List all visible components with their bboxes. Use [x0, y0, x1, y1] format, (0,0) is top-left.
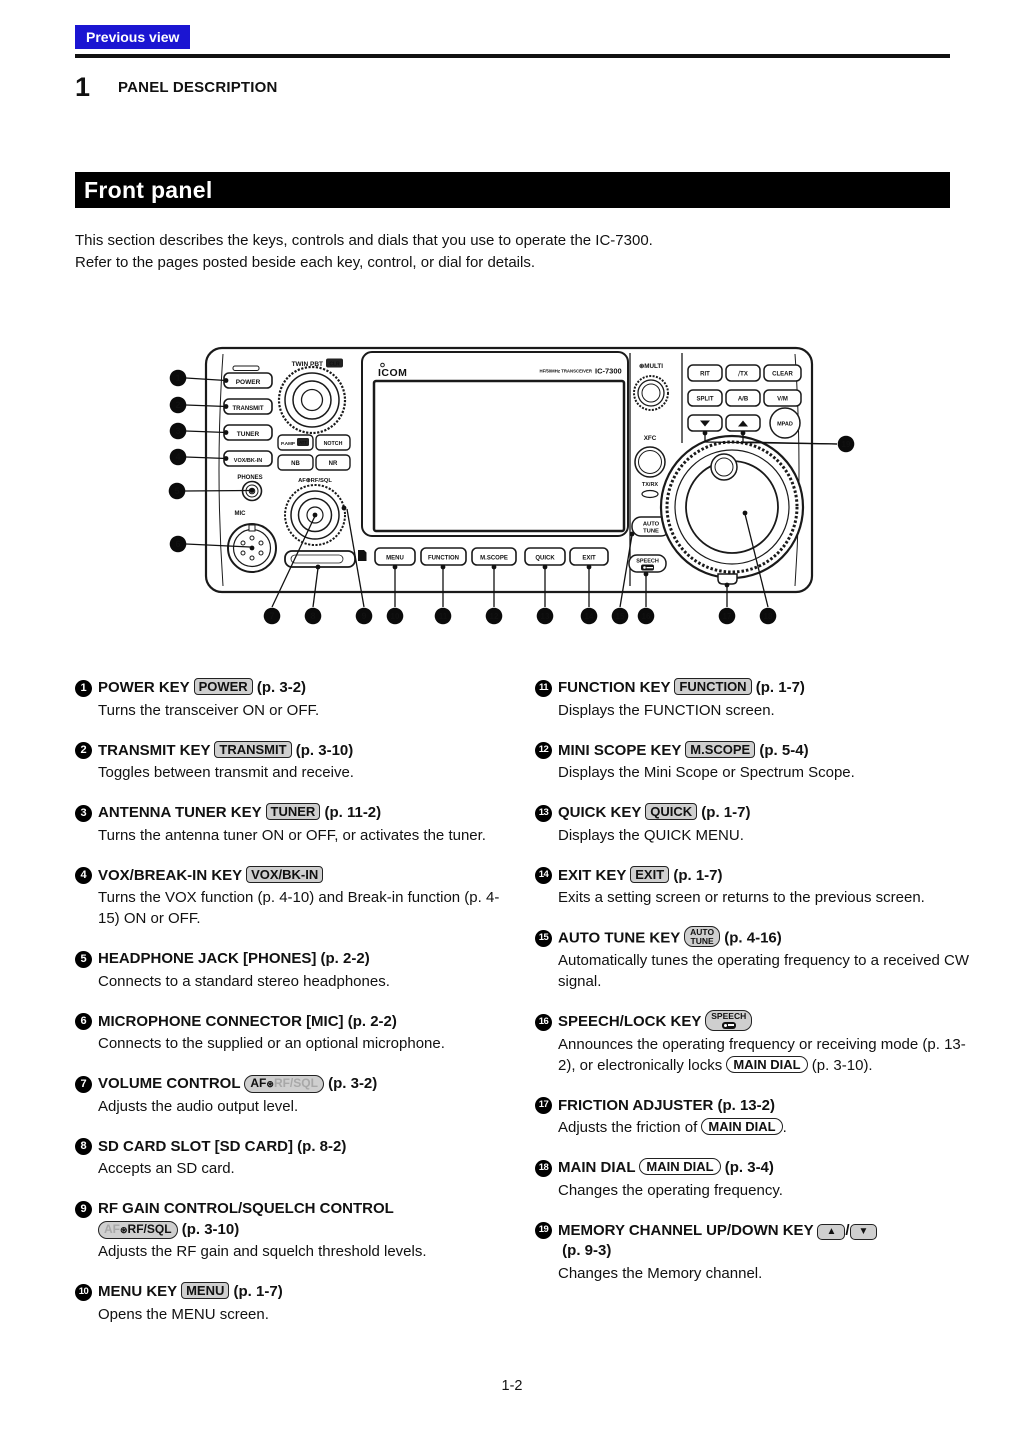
- item-9: [75, 1199, 518, 1262]
- item-description: Connects to a standard stereo headphones.: [98, 972, 390, 990]
- item-number: 10: [75, 1284, 92, 1301]
- callout-17: [719, 608, 736, 625]
- xfc-label: XFC: [643, 435, 657, 442]
- item-4: [75, 866, 518, 930]
- keycap-menu: MENU: [181, 1282, 229, 1299]
- callout-10: [387, 608, 404, 625]
- ab-key: A/B: [737, 396, 749, 403]
- item-19: [535, 1221, 978, 1284]
- item-8: [75, 1137, 518, 1180]
- item-description: Turns the antenna tuner ON or OFF, or activates the tuner.: [98, 826, 486, 844]
- svg-text:3: 3: [175, 426, 181, 436]
- item-title: 5 HEADPHONE JACK [PHONES] (p. 2-2): [75, 949, 518, 970]
- intro-line-2: Refer to the pages posted beside each key, control, or dial for details.: [75, 253, 535, 271]
- att-label: ATT: [299, 440, 307, 445]
- callout-4: [170, 449, 187, 466]
- page-number: 1-2: [501, 1378, 523, 1394]
- pamp-key: P.AMP: [281, 441, 295, 446]
- keycap-exit: EXIT: [630, 866, 669, 883]
- callout-5: [169, 483, 186, 500]
- txrx-label: TX/RX: [641, 482, 659, 488]
- split-key: SPLIT: [696, 396, 714, 403]
- item-number: 17: [535, 1097, 552, 1114]
- txrx-indicator: [642, 491, 658, 498]
- keycap-up-down: ▲ / ▼: [817, 1222, 877, 1239]
- function-key: FUNCTION: [428, 555, 459, 562]
- callout-dot-12: [492, 565, 497, 570]
- item-1: [75, 678, 518, 721]
- item-description: Toggles between transmit and receive.: [98, 764, 354, 781]
- quick-key: QUICK: [535, 555, 555, 562]
- callout-1: [170, 370, 187, 387]
- callout-19: [838, 436, 855, 453]
- item-number: 8: [75, 1138, 92, 1155]
- item-description: Adjusts the friction of MAIN DIAL .: [558, 1119, 787, 1137]
- menu-key: MENU: [386, 555, 404, 562]
- item-2: [75, 741, 518, 784]
- model-label: IC-7300: [595, 366, 622, 376]
- item-description: Adjusts the RF gain and squelch threshold levels.: [98, 1243, 427, 1260]
- item-title: 18 MAIN DIAL MAIN DIAL (p. 3-4): [535, 1158, 978, 1179]
- nb-key: NB: [291, 461, 300, 467]
- callout-dot-19b: [741, 431, 746, 436]
- svg-text:14: 14: [584, 612, 594, 621]
- keycap-tuner: TUNER: [266, 803, 321, 820]
- item-6: [75, 1012, 518, 1055]
- item-number: 18: [535, 1160, 552, 1177]
- chapter-header: [75, 72, 950, 103]
- mscope-key: M.SCOPE: [480, 555, 508, 562]
- svg-text:18: 18: [763, 612, 773, 621]
- left-column: [75, 678, 518, 1345]
- item-3: [75, 803, 518, 846]
- item-description: Automatically tunes the operating frequency to a received CW signal.: [558, 952, 970, 990]
- item-17: [535, 1096, 978, 1139]
- previous-view-button[interactable]: Previous view: [75, 25, 190, 49]
- clr-label: CLR: [329, 361, 340, 368]
- auto-label: AUTO: [642, 521, 660, 528]
- item-title: 8 SD CARD SLOT [SD CARD] (p. 8-2): [75, 1137, 518, 1158]
- callout-2: [170, 397, 187, 414]
- svg-text:11: 11: [438, 612, 448, 621]
- front-panel-diagram: [140, 345, 880, 645]
- rit-key: RIT: [700, 371, 710, 378]
- callout-6: [170, 536, 187, 553]
- mic-label: MIC: [234, 511, 246, 517]
- callout-18: [760, 608, 777, 625]
- item-title: 7 VOLUME CONTROL AF⊛RF/SQL (p. 3-2): [75, 1074, 518, 1095]
- callout-dot-4: [224, 456, 229, 461]
- item-description: Announces the operating frequency or receiving mode (p. 13-2), or electronically locks MAIN DIAL (p. 3-10).: [558, 1035, 966, 1074]
- intro-text: [75, 230, 950, 273]
- lock-key-icon: [647, 567, 654, 568]
- item-title: 13 QUICK KEY QUICK (p. 1-7): [535, 803, 978, 824]
- svg-text:13: 13: [540, 612, 550, 621]
- exit-key: EXIT: [582, 555, 596, 562]
- item-11: [535, 678, 978, 721]
- item-number: 14: [535, 867, 552, 884]
- af-rf-sql-label: AF⊛RF/SQL: [298, 478, 332, 484]
- item-number: 7: [75, 1076, 92, 1093]
- item-description: Displays the QUICK MENU.: [558, 826, 744, 844]
- clear-key: CLEAR: [772, 371, 793, 378]
- svg-text:4: 4: [175, 452, 181, 462]
- notch-key: NOTCH: [323, 441, 343, 447]
- item-title: 2 TRANSMIT KEY TRANSMIT (p. 3-10): [75, 741, 518, 762]
- chapter-number: 1: [75, 72, 91, 102]
- item-number: 6: [75, 1013, 92, 1030]
- svg-text:15: 15: [615, 612, 625, 621]
- svg-text:1: 1: [175, 373, 181, 383]
- svg-text:5: 5: [174, 486, 180, 496]
- item-description: Changes the Memory channel.: [558, 1264, 763, 1282]
- callout-dot-13: [543, 565, 548, 570]
- item-description: Turns the VOX function (p. 4-10) and Break-in function (p. 4-15) ON or OFF.: [98, 889, 500, 927]
- lock-key-icon: [722, 1022, 736, 1029]
- friction-adjuster: [718, 574, 737, 584]
- item-description: Displays the Mini Scope or Spectrum Scope.: [558, 764, 855, 781]
- divider: [75, 54, 950, 58]
- sd-card-slot: [285, 551, 355, 567]
- power-key: POWER: [235, 379, 261, 386]
- callout-15: [612, 608, 629, 625]
- item-description: Displays the FUNCTION screen.: [558, 701, 775, 719]
- item-title: 14 EXIT KEY EXIT (p. 1-7): [535, 866, 978, 887]
- item-number: 4: [75, 867, 92, 884]
- keycap-main-dial: MAIN DIAL: [701, 1118, 782, 1135]
- keycap-down: ▼: [850, 1224, 878, 1240]
- keycap-speech-lock: SPEECH: [705, 1010, 752, 1031]
- item-title: 17 FRICTION ADJUSTER (p. 13-2): [535, 1096, 978, 1117]
- callout-dot-17: [725, 583, 730, 588]
- item-title: 10 MENU KEY MENU (p. 1-7): [75, 1282, 518, 1303]
- item-description: Opens the MENU screen.: [98, 1305, 269, 1323]
- keycap-main-dial: MAIN DIAL: [726, 1056, 807, 1073]
- callout-11: [435, 608, 452, 625]
- nr-key: NR: [328, 461, 338, 467]
- item-16: [535, 1012, 978, 1076]
- svg-text:10: 10: [390, 612, 400, 621]
- callout-3: [170, 423, 187, 440]
- callout-dot-10: [393, 565, 398, 570]
- keycap-up: ▲: [817, 1224, 845, 1240]
- item-title: 6 MICROPHONE CONNECTOR [MIC] (p. 2-2): [75, 1012, 518, 1033]
- twin-pbt-label: TWIN PBT: [291, 361, 323, 368]
- callout-12: [486, 608, 503, 625]
- item-title: 19 MEMORY CHANNEL UP/DOWN KEY ▲ / ▼ (p. 9-3): [535, 1221, 978, 1262]
- callout-8: [305, 608, 322, 625]
- item-title: 3 ANTENNA TUNER KEY TUNER (p. 11-2): [75, 803, 518, 824]
- keycap-m-scope: M.SCOPE: [685, 741, 755, 758]
- item-title: 15 AUTO TUNE KEY AUTO TUNE (p. 4-16): [535, 928, 978, 949]
- item-title: 12 MINI SCOPE KEY M.SCOPE (p. 5-4): [535, 741, 978, 762]
- item-title: 9 RF GAIN CONTROL/SQUELCH CONTROL AF⊛RF/SQL (p. 3-10): [75, 1199, 518, 1240]
- keycap-power: POWER: [194, 678, 253, 695]
- keycap-auto-tune: AUTO TUNE: [684, 926, 720, 947]
- keycap-function: FUNCTION: [674, 678, 751, 695]
- keycap-main-dial: MAIN DIAL: [639, 1158, 720, 1175]
- keycap-af-rf-sql: AF⊛RF/SQL: [244, 1075, 324, 1093]
- svg-text:2: 2: [175, 400, 181, 410]
- intro-line-1: This section describes the keys, controls and dials that you use to operate the IC-7300.: [75, 232, 653, 249]
- item-number: 9: [75, 1201, 92, 1218]
- item-number: 1: [75, 680, 92, 697]
- callout-dot-14: [587, 565, 592, 570]
- svg-text:12: 12: [489, 612, 499, 621]
- svg-text:6: 6: [175, 539, 181, 549]
- item-number: 2: [75, 742, 92, 759]
- sd-card-icon: [358, 550, 367, 561]
- callout-7: [264, 608, 281, 625]
- item-7: [75, 1074, 518, 1117]
- item-description: Turns the transceiver ON or OFF.: [98, 701, 320, 719]
- item-title: 1 POWER KEY POWER (p. 3-2): [75, 678, 518, 699]
- item-number: 12: [535, 742, 552, 759]
- callout-dot-3: [224, 430, 229, 435]
- item-description: Changes the operating frequency.: [558, 1181, 783, 1199]
- callout-dot-1: [224, 378, 229, 383]
- callout-dot-8: [316, 565, 321, 570]
- item-title: 4 VOX/BREAK-IN KEY VOX/BK-IN: [75, 866, 518, 887]
- item-14: [535, 866, 978, 909]
- keycap-af-rf-sql: AF⊛RF/SQL: [98, 1221, 178, 1239]
- speech-label: SPEECH: [636, 558, 659, 565]
- item-15: [535, 928, 978, 992]
- item-13: [535, 803, 978, 846]
- callout-dot-11: [441, 565, 446, 570]
- svg-text:9: 9: [361, 611, 367, 621]
- callout-16: [638, 608, 655, 625]
- item-12: [535, 741, 978, 784]
- mpad-key: MPAD: [777, 421, 793, 428]
- delta-tx-key: ⧸TX: [738, 371, 748, 378]
- item-5: [75, 949, 518, 992]
- callout-dot-5: [250, 488, 255, 493]
- vm-key: V/M: [777, 396, 788, 403]
- main-dial: [661, 436, 803, 578]
- item-number: 16: [535, 1014, 552, 1031]
- callout-dot-6: [250, 546, 255, 551]
- transceiver-label: HF/50MHz TRANSCEIVER: [539, 368, 592, 374]
- transmit-key: TRANSMIT: [232, 406, 264, 412]
- callout-dot-19a: [703, 431, 708, 436]
- item-description: Adjusts the audio output level.: [98, 1097, 299, 1115]
- callout-dot-2: [224, 404, 229, 409]
- item-number: 3: [75, 805, 92, 822]
- chapter-title: PANEL DESCRIPTION: [118, 79, 278, 96]
- callout-9: [356, 608, 373, 625]
- tune-label: TUNE: [643, 528, 659, 535]
- item-description: Connects to the supplied or an optional microphone.: [98, 1035, 445, 1052]
- callout-13: [537, 608, 554, 625]
- lock-key-icon: [643, 566, 646, 569]
- item-10: [75, 1282, 518, 1325]
- svg-text:7: 7: [269, 611, 275, 621]
- item-number: 13: [535, 805, 552, 822]
- icom-logo: ICOM: [378, 367, 408, 379]
- display-bezel: [362, 352, 628, 536]
- item-number: 11: [535, 680, 552, 697]
- item-18: [535, 1158, 978, 1201]
- multi-label: ⊛MULTI: [638, 363, 664, 370]
- item-title: 16 SPEECH/LOCK KEY SPEECH: [535, 1012, 978, 1033]
- item-number: 5: [75, 951, 92, 968]
- item-number: 19: [535, 1222, 552, 1239]
- section-title: Front panel: [75, 172, 950, 208]
- item-number: 15: [535, 930, 552, 947]
- item-description: Exits a setting screen or returns to the previous screen.: [558, 889, 925, 906]
- item-title: 11 FUNCTION KEY FUNCTION (p. 1-7): [535, 678, 978, 699]
- svg-text:16: 16: [641, 612, 651, 621]
- keycap-transmit: TRANSMIT: [214, 741, 291, 758]
- svg-text:17: 17: [722, 612, 732, 621]
- vox-bkin-key: VOX/BK-IN: [233, 458, 263, 464]
- right-column: [535, 678, 978, 1304]
- callout-dot-9: [342, 506, 347, 511]
- svg-text:8: 8: [310, 611, 316, 621]
- callout-14: [581, 608, 598, 625]
- item-description: Accepts an SD card.: [98, 1160, 235, 1177]
- keycap-quick: QUICK: [645, 803, 697, 820]
- phones-label: PHONES: [237, 475, 263, 481]
- svg-text:19: 19: [841, 440, 851, 449]
- keycap-vox-bk-in: VOX/BK-IN: [246, 866, 323, 883]
- tuner-key: TUNER: [236, 431, 260, 438]
